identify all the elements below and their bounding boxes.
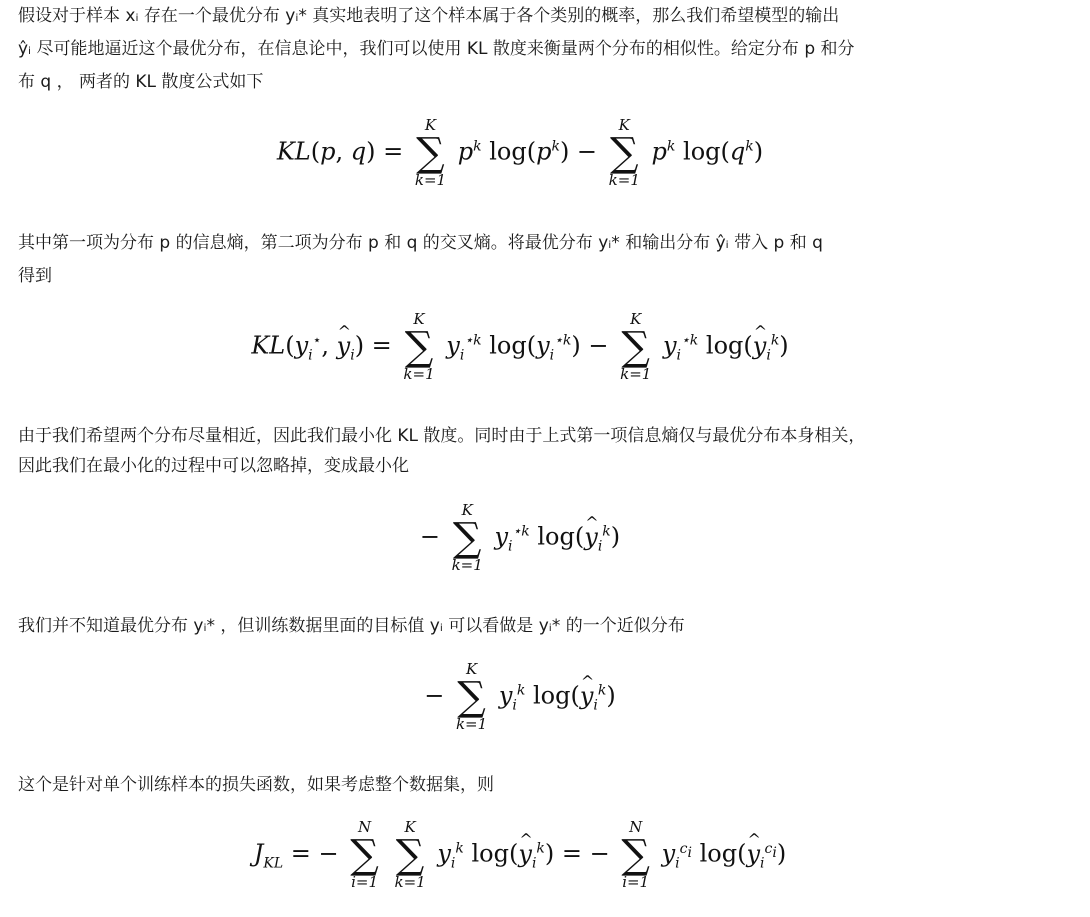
equation-kl-loss-dataset: $J_{KL}$ = − N ∑ i=1 K ∑ k=1 $y_i^k$ log(^ $y_i^k$) = − N ∑ i=1 $y_i^{c_i}$ log(^ $y_i^{c_i}$)	[0, 820, 1040, 890]
sum-symbol: K ∑ k=1	[414, 116, 447, 189]
paragraph-entropy-line-1: 其中第一项为分布 p 的信息熵，第二项为分布 p 和 q 的交叉熵。将最优分布 yᵢ* 和输出分布 ŷᵢ 带入 p 和 q	[18, 233, 823, 253]
paragraph-minimize-line-1: 由于我们希望两个分布尽量相近，因此我们最小化 KL 散度。同时由于上式第一项信息熵仅与最优分布本身相关，	[18, 426, 866, 446]
equation-kl-general: KL(p, q) = K ∑ k=1 $p^k$ $\log(p^k)$ − K ∑ k=1 $p^k$ $\log(q^k)$	[276, 116, 764, 189]
paragraph-intro-line-3: 布 q ， 两者的 KL 散度公式如下	[18, 72, 264, 92]
sum-symbol: K ∑ k=1	[394, 818, 426, 891]
equation-cross-entropy-target: − K ∑ k=1 $y_i^k$ log(^ $y_i^k$)	[0, 662, 1040, 732]
paragraph-entropy-line-2: 得到	[18, 266, 52, 286]
sum-symbol: K ∑ k=1	[455, 660, 488, 733]
paragraph-intro-line-2: ŷᵢ 尽可能地逼近这个最优分布，在信息论中，我们可以使用 KL 散度来衡量两个分布的相似性。给定分布 p 和分	[18, 39, 855, 59]
paragraph-approximation: 我们并不知道最优分布 yᵢ* ，但训练数据里面的目标值 yᵢ 可以看做是 yᵢ* 的一个近似分布	[18, 616, 685, 636]
sum-symbol: K ∑ k=1	[451, 501, 483, 574]
sum-symbol: K ∑ k=1	[620, 310, 652, 383]
sum-symbol: N ∑ i=1	[350, 818, 379, 891]
equation-cross-entropy-optimal: − K ∑ k=1 $y_i^{⋆k}$ log(^ $y_i^k$)	[0, 503, 1040, 573]
paragraph-intro-line-1: 假设对于样本 xᵢ 存在一个最优分布 yᵢ* 真实地表明了这个样本属于各个类别的概率，那么我们希望模型的输出	[18, 6, 840, 26]
sum-symbol: K ∑ k=1	[608, 116, 640, 189]
sum-symbol: N ∑ i=1	[621, 818, 650, 891]
paragraph-dataset-loss: 这个是针对单个训练样本的损失函数，如果考虑整个数据集，则	[18, 775, 494, 795]
sum-symbol: K ∑ k=1	[403, 310, 435, 383]
equation-kl-optimal: $KL(y_i^⋆$, ^ $y_i$) = K ∑ k=1 $y_i^{⋆k}$ $\log(y_i^{⋆k})$ − K ∑ k=1 $y_i^{⋆k}$ log(^ $y_i^k$)	[0, 312, 1040, 382]
paragraph-minimize-line-2: 因此我们在最小化的过程中可以忽略掉，变成最小化	[18, 456, 409, 476]
